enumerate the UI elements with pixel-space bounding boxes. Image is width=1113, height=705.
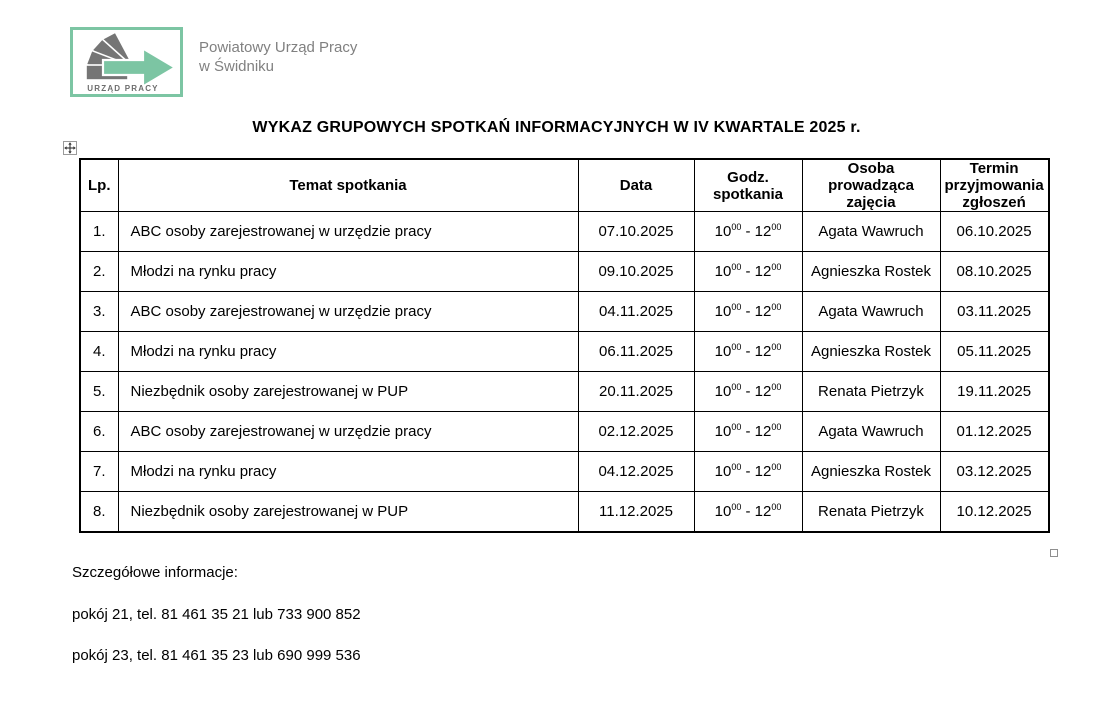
time-superscript: 00 (731, 342, 742, 352)
time-superscript: 00 (731, 222, 742, 232)
cell-data: 11.12.2025 (578, 492, 694, 532)
cell-termin: 03.12.2025 (940, 452, 1049, 492)
cell-osoba: Renata Pietrzyk (802, 492, 940, 532)
cell-lp: 7. (80, 452, 118, 492)
cell-osoba: Agnieszka Rostek (802, 452, 940, 492)
table-row (80, 252, 1049, 292)
cell-data: 06.11.2025 (578, 332, 694, 372)
column-header-data: Data (578, 159, 694, 212)
cell-data: 07.10.2025 (578, 212, 694, 252)
cell-osoba: Agnieszka Rostek (802, 332, 940, 372)
cell-godz: $10^{00} - 12^{00}$ (694, 332, 802, 372)
cell-temat: Młodzi na rynku pracy (118, 252, 578, 292)
page-title: WYKAZ GRUPOWYCH SPOTKAŃ INFORMACYJNYCH W IV KWARTALE 2025 r. (252, 119, 861, 136)
cell-temat: Młodzi na rynku pracy (118, 332, 578, 372)
move-arrows-icon (63, 141, 77, 155)
cell-osoba: Agata Wawruch (802, 292, 940, 332)
time-superscript: 00 (771, 382, 782, 392)
table-resize-handle[interactable] (1050, 549, 1058, 557)
table-row (80, 212, 1049, 252)
logo-label: URZĄD PRACY (87, 84, 159, 93)
time-superscript: 00 (771, 222, 782, 232)
org-name (199, 38, 357, 76)
time-superscript: 00 (771, 302, 782, 312)
meetings-table (79, 158, 1050, 533)
cell-godz: $10^{00} - 12^{00}$ (694, 292, 802, 332)
urzad-pracy-logo (70, 27, 183, 97)
time-superscript: 00 (771, 462, 782, 472)
table-header-row (80, 159, 1049, 212)
column-header-temat: Temat spotkania (118, 159, 578, 212)
cell-godz: $10^{00} - 12^{00}$ (694, 492, 802, 532)
cell-termin: 03.11.2025 (940, 292, 1049, 332)
table-move-handle[interactable] (63, 141, 77, 155)
table-row (80, 372, 1049, 412)
cell-osoba: Agata Wawruch (802, 412, 940, 452)
time-superscript: 00 (771, 422, 782, 432)
time-superscript: 00 (731, 501, 742, 512)
cell-osoba: Agata Wawruch (802, 212, 940, 252)
cell-termin: 01.12.2025 (940, 412, 1049, 452)
logo-graphic (70, 27, 183, 97)
table-row (80, 332, 1049, 372)
cell-termin: 10.12.2025 (940, 492, 1049, 532)
org-name-line2: w Świdniku (199, 58, 275, 75)
cell-lp: 3. (80, 292, 118, 332)
cell-termin: 19.11.2025 (940, 372, 1049, 412)
cell-lp: 2. (80, 252, 118, 292)
cell-temat: Niezbędnik osoby zarejestrowanej w PUP (118, 492, 578, 532)
cell-temat: ABC osoby zarejestrowanej w urzędzie pracy (118, 412, 578, 452)
cell-lp: 5. (80, 372, 118, 412)
table-row (80, 292, 1049, 332)
cell-temat: ABC osoby zarejestrowanej w urzędzie pracy (118, 292, 578, 332)
table-body (80, 212, 1049, 532)
time-superscript: 00 (731, 422, 742, 432)
cell-data: 04.12.2025 (578, 452, 694, 492)
time-superscript: 00 (731, 302, 742, 312)
cell-osoba: Renata Pietrzyk (802, 372, 940, 412)
cell-godz: $10^{00} - 12^{00}$ (694, 452, 802, 492)
cell-data: 02.12.2025 (578, 412, 694, 452)
cell-temat: ABC osoby zarejestrowanej w urzędzie pracy (118, 212, 578, 252)
cell-godz: $10^{00} - 12^{00}$ (694, 252, 802, 292)
cell-godz: $10^{00} - 12^{00}$ (694, 412, 802, 452)
cell-termin: 08.10.2025 (940, 252, 1049, 292)
footer-info-label: Szczegółowe informacje: (72, 564, 238, 581)
column-header-osoba: Osoba prowadząca zajęcia (802, 159, 940, 212)
cell-temat: Niezbędnik osoby zarejestrowanej w PUP (118, 372, 578, 412)
time-superscript: 00 (731, 382, 742, 392)
column-header-lp: Lp. (80, 159, 118, 212)
table-row (80, 452, 1049, 492)
footer-contact-line2: pokój 23, tel. 81 461 35 23 lub 690 999 536 (72, 647, 361, 664)
cell-data: 09.10.2025 (578, 252, 694, 292)
cell-lp: 4. (80, 332, 118, 372)
time-superscript: 00 (771, 342, 782, 352)
cell-osoba: Agnieszka Rostek (802, 252, 940, 292)
time-superscript: 00 (771, 262, 782, 272)
table-row (80, 492, 1049, 532)
time-superscript: 00 (731, 262, 742, 272)
org-name-line1: Powiatowy Urząd Pracy (199, 39, 358, 56)
cell-lp: 6. (80, 412, 118, 452)
column-header-godz: Godz. spotkania (694, 159, 802, 212)
cell-termin: 06.10.2025 (940, 212, 1049, 252)
table-row (80, 412, 1049, 452)
column-header-termin: Termin przyjmowania zgłoszeń (940, 159, 1049, 212)
cell-godz: $10^{00} - 12^{00}$ (694, 212, 802, 252)
time-superscript: 00 (771, 501, 782, 512)
cell-data: 04.11.2025 (578, 292, 694, 332)
time-superscript: 00 (731, 462, 742, 472)
cell-temat: Młodzi na rynku pracy (118, 452, 578, 492)
footer-contact-line1: pokój 21, tel. 81 461 35 21 lub 733 900 852 (72, 606, 361, 623)
cell-lp: 8. (80, 492, 118, 532)
cell-lp: 1. (80, 212, 118, 252)
cell-data: 20.11.2025 (578, 372, 694, 412)
cell-godz: $10^{00} - 12^{00}$ (694, 372, 802, 412)
cell-termin: 05.11.2025 (940, 332, 1049, 372)
